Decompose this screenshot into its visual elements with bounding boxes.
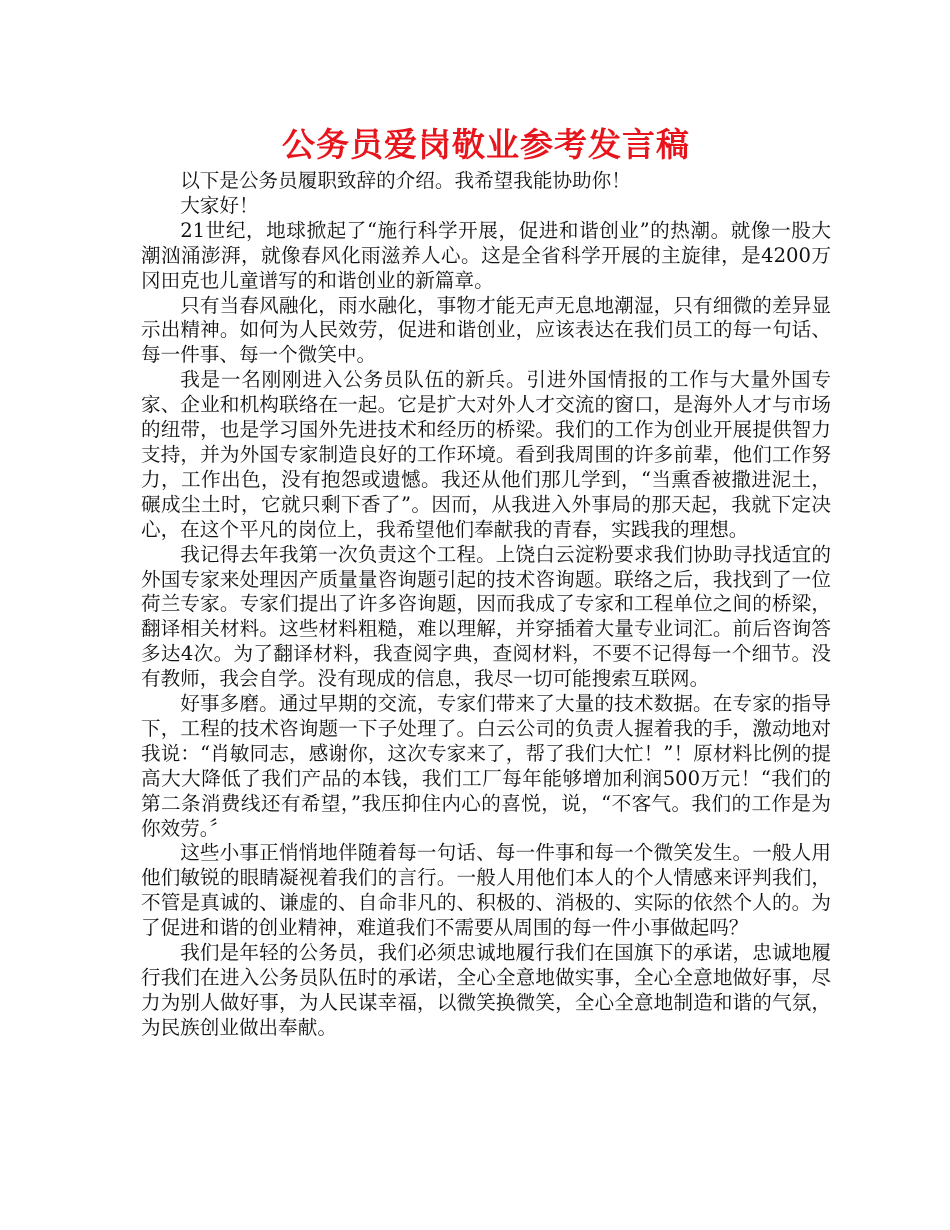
document-page — [141, 121, 831, 1041]
paragraph: 只有当春风融化，雨水融化，事物才能无声无息地潮湿，只有细微的差异显示出精神。如何为人民效劳，促进和谐创业，应该表达在我们员工的每一句话、每一件事、每一个微笑中。 — [141, 293, 831, 367]
paragraph: 21世纪，地球掀起了“施行科学开展，促进和谐创业”的热潮。就像一股大潮汹涌澎湃，就像春风化雨滋养人心。这是全省科学开展的主旋律，是4200万冈田克也儿童谱写的和谐创业的新篇章。 — [141, 218, 831, 292]
document-body — [141, 169, 831, 1041]
paragraph: 好事多磨。通过早期的交流，专家们带来了大量的技术数据。在专家的指导下，工程的技术咨询题一下子处理了。白云公司的负责人握着我的手，激动地对我说：“肖敏同志，感谢你，这次专家来了，帮了我们大忙！”！原材料比例的提高大大降低了我们产品的本钱，我们工厂每年能够增加利润500万元！“我们的第二条消费线还有希望，”我压抑住内心的喜悦，说，“不客气。我们的工作是为你效劳。〞 — [141, 692, 831, 840]
document-title: 公务员爱岗敬业参考发言稿 — [282, 125, 690, 164]
paragraph-closing: 我们是年轻的公务员，我们必须忠诚地履行我们在国旗下的承诺，忠诚地履行我们在进入公务员队伍时的承诺，全心全意地做实事，全心全意地做好事，尽力为别人做好事，为人民谋幸福，以微笑换微笑，全心全意地制造和谐的气氛，为民族创业做出奉献。 — [141, 941, 831, 1039]
paragraph: 我记得去年我第一次负责这个工程。上饶白云淀粉要求我们协助寻找适宜的外国专家来处理因产质量量咨询题引起的技术咨询题。联络之后，我找到了一位荷兰专家。专家们提出了许多咨询题，因而我成了专家和工程单位之间的桥梁，翻译相关材料。这些材料粗糙，难以理解，并穿插着大量专业词汇。前后咨询答多达4次。为了翻译材料，我查阅字典，查阅材料，不要不记得每一个细节。没有教师，我会自学。没有现成的信息，我尽一切可能搜索互联网。 — [141, 542, 831, 691]
paragraph: 这些小事正悄悄地伴随着每一句话、每一件事和每一个微笑发生。一般人用他们敏锐的眼睛凝视着我们的言行。一般人用他们本人的个人情感来评判我们，不管是真诚的、谦虚的、自命非凡的、积极的、消极的、实际的依然个人的。为了促进和谐的创业精神，难道我们不需要从周围的每一件小事做起吗？ — [141, 841, 831, 940]
paragraph: 我是一名刚刚进入公务员队伍的新兵。引进外国情报的工作与大量外国专家、企业和机构联络在一起。它是扩大对外人才交流的窗口，是海外人才与市场的纽带，也是学习国外先进技术和经历的桥梁。我们的工作为创业开展提供智力支持，并为外国专家制造良好的工作环境。看到我周围的许多前辈，他们工作努力，工作出色，没有抱怨或遗憾。我还从他们那儿学到，“当熏香被撒进泥土，碾成尘土时，它就只剩下香了”。因而，从我进入外事局的那天起，我就下定决心，在这个平凡的岗位上，我希望他们奉献我的青春，实践我的理想。 — [141, 368, 831, 541]
paragraph-intro: 以下是公务员履职致辞的介绍。我希望我能协助你！ — [180, 169, 631, 192]
paragraph-greeting: 大家好！ — [180, 193, 259, 217]
